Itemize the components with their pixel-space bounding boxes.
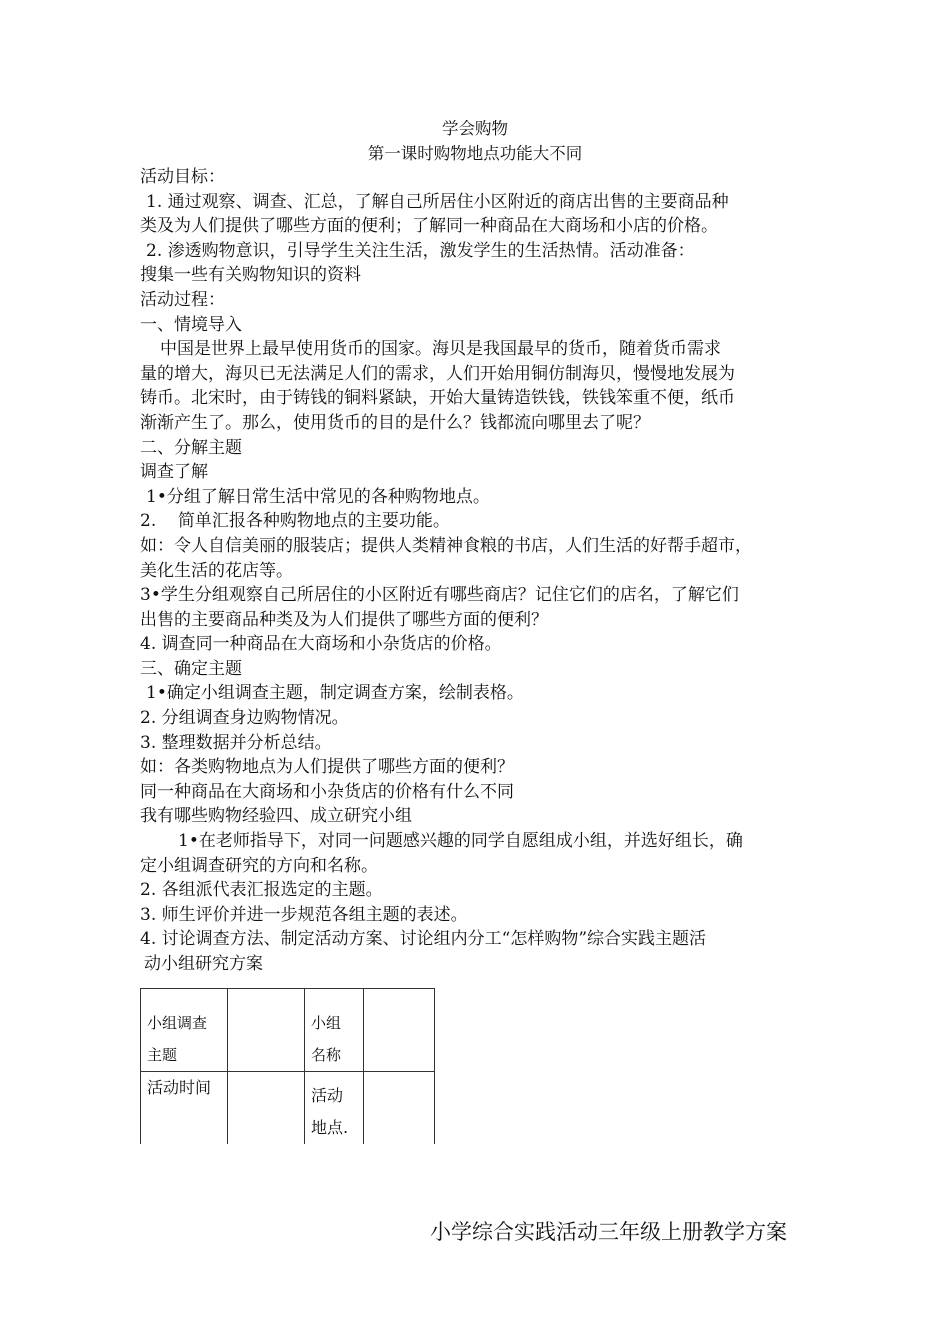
text-line: 1•在老师指导下，对同一问题感兴趣的同学自愿组成小组，并选好组长，确 (178, 831, 743, 852)
table-cell-activity-place (305, 1072, 364, 1145)
text-line: 铸币。北宋时，由于铸钱的铜料紧缺，开始大量铸造铁钱，铁钱笨重不便，纸币 (140, 388, 735, 409)
text-line: 如：各类购物地点为人们提供了哪些方面的便利？ (140, 757, 514, 778)
text-line: 出售的主要商品种类及为人们提供了哪些方面的便利？ (140, 609, 548, 630)
text-line: 类及为人们提供了哪些方面的便利；了解同一种商品在大商场和小店的价格。 (140, 216, 718, 237)
table-cell-activity-time (141, 1072, 228, 1145)
text-line: 动小组研究方案 (144, 954, 263, 974)
text-line: 调查了解 (140, 462, 208, 483)
text-line: 同一种商品在大商场和小杂货店的价格有什么不同 (140, 781, 514, 802)
footer-caption: 小学综合实践活动三年级上册教学方案 (430, 1220, 787, 1244)
label-group-topic: 主题 (147, 1046, 178, 1064)
section-heading: 三、确定主题 (140, 658, 242, 679)
label-activity-place: 活动 (311, 1086, 344, 1105)
table-cell-empty[interactable] (228, 989, 305, 1072)
table-cell-empty[interactable] (228, 1072, 305, 1145)
table-cell-group-topic (141, 989, 228, 1072)
text-line: 2. 各组派代表汇报选定的主题。 (140, 880, 383, 901)
text-line: 渐渐产生了。那么，使用货币的目的是什么？钱都流向哪里去了呢？ (140, 412, 650, 433)
document-body (140, 165, 830, 977)
table-row (141, 989, 435, 1072)
table-cell-group-name (305, 989, 364, 1072)
text-line: 活动目标： (140, 167, 225, 187)
text-line: 美化生活的花店等。 (140, 560, 293, 581)
page-title: 学会购物 (442, 119, 508, 138)
text-line: 2. 渗透购物意识，引导学生关注生活，激发学生的生活热情。活动准备： (146, 240, 695, 261)
text-line: 4. 调查同一种商品在大商场和小杂货店的价格。 (140, 634, 502, 655)
label-activity-place: 地点. (311, 1118, 349, 1137)
label-activity-time: 活动时间 (147, 1078, 212, 1097)
text-line: 3•学生分组观察自己所居住的小区附近有哪些商店？记住它们的店名，了解它们 (140, 585, 739, 606)
label-group-name: 名称 (311, 1046, 342, 1064)
label-group-name: 小组 (311, 1014, 342, 1032)
text-line: 1•确定小组调查主题，制定调查方案，绘制表格。 (146, 683, 524, 704)
text-line: 中国是世界上最早使用货币的国家。海贝是我国最早的货币，随着货币需求 (160, 339, 721, 360)
text-line: 1•分组了解日常生活中常见的各种购物地点。 (146, 486, 490, 507)
text-line: 3. 师生评价并进一步规范各组主题的表述。 (140, 904, 468, 925)
table-cell-empty[interactable] (364, 989, 435, 1072)
text-line: 4. 讨论调查方法、制定活动方案、讨论组内分工“怎样购物”综合实践主题活 (140, 929, 707, 950)
table-row (141, 1072, 435, 1145)
text-line: 1. 通过观察、调查、汇总，了解自己所居住小区附近的商店出售的主要商品种 (146, 191, 729, 212)
text-line: 如：令人自信美丽的服装店；提供人类精神食粮的书店，人们生活的好帮手超市， (140, 535, 752, 556)
text-line: 2. 分组调查身边购物情况。 (140, 708, 349, 729)
page-subtitle: 第一课时购物地点功能大不同 (367, 144, 583, 163)
text-line: 活动过程： (140, 289, 225, 310)
text-line: 我有哪些购物经验四、成立研究小组 (140, 806, 412, 827)
text-line: 量的增大，海贝已无法满足人们的需求，人们开始用铜仿制海贝，慢慢地发展为 (140, 363, 735, 384)
label-group-topic: 小组调查 (147, 1014, 208, 1032)
table-cell-empty[interactable] (364, 1072, 435, 1145)
section-heading: 二、分解主题 (140, 437, 242, 458)
text-line: 3. 整理数据并分析总结。 (140, 732, 332, 753)
research-plan-table (140, 988, 435, 1144)
text-line: 搜集一些有关购物知识的资料 (140, 265, 361, 286)
text-line: 2. 简单汇报各种购物地点的主要功能。 (140, 511, 450, 532)
section-heading: 一、情境导入 (140, 314, 242, 335)
text-line: 定小组调查研究的方向和名称。 (140, 855, 378, 876)
